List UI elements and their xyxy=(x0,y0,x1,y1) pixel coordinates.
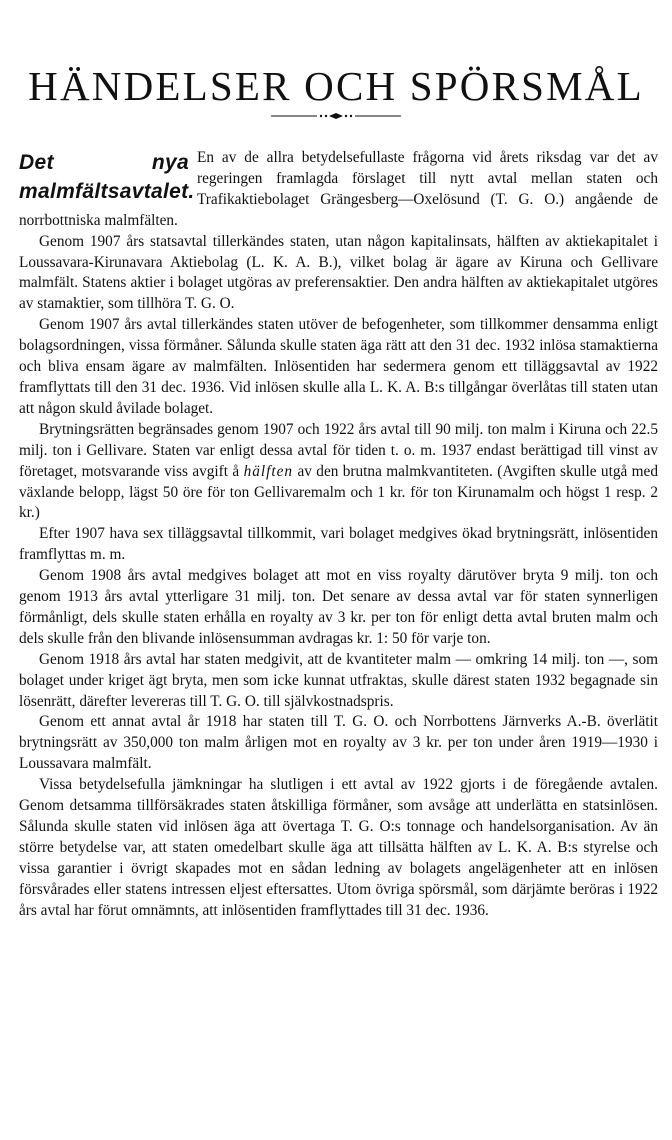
article-body xyxy=(19,148,658,922)
brytning-text-part1: Brytningsrätten begränsades genom 1907 och 1922 års avtal till 90 milj. ton malm i Kiruna och 22.5 milj. ton i Gellivare. Staten var enligt dessa avtal för tiden t. o. m. 1937 endast berättigad till vinst av företaget, motsvarande viss avgift å xyxy=(19,420,658,480)
page-title: HÄNDELSER OCH SPÖRSMÅL xyxy=(28,63,644,109)
paragraph-1922-jamkningar: Vissa betydelsefulla jämkningar ha slutligen i ett avtal av 1922 gjorts i de föregående avtalen. Genom detsamma tillförsäkrades staten åtskilliga förmåner, som avsåge att underlätta en statsinlösen. Sålunda skulle staten vid inlösen äga att övertaga T. G. O:s tonnage och handelsorganisation. Av än större betydelse var, att staten omedelbart skulle äga att tillsätta hälften av L. K. A. B:s styrelse och vissa garantier i övrigt skapades mot en sådan ledning av bolagets angelägenheter att en inlösen försvårades eller statens intressen eljest eftersattes. Utom övriga spörsmål, som därjämte beröras i 1922 års avtal har förut omnämnts, att inlösentiden framflyttades till 31 dec. 1936. xyxy=(19,776,658,919)
ornament-flourish-icon xyxy=(271,110,401,122)
paragraph-annat-avtal: Genom ett annat avtal år 1918 har staten till T. G. O. och Norrbottens Järnverks A.-B. överlätit brytningsrätt av 350,000 ton malm årligen mot en royalty av 3 kr. per ton under åren 1919—1930 i Loussavara malmfält. xyxy=(19,713,658,773)
paragraph-brytningsratt xyxy=(19,420,658,525)
paragraph-1918-avtal: Genom 1918 års avtal har staten medgivit, att de kvantiteter malm — omkring 14 milj. ton —, som bolaget under kriget ägt bryta, men som icke kunnat utfraktas, skulle därest staten 1932 begagnade sin lösenrätt, därefter levereras till T. G. O. till självkostnadspris. xyxy=(19,650,658,710)
paragraph-statsavtal: Genom 1907 års statsavtal tillerkändes staten, utan någon kapitalinsats, hälften av aktiekapitalet i Loussavara-Kirunavara Aktiebolag (L. K. A. B.), vilket bolag är ägare av Kiruna och Gellivare malmfält. Statens aktier i bolaget utgöras av preferensaktier. Den andra hälften av aktiekapitalet utgöres av stamaktier, som tillhöra T. G. O. xyxy=(19,232,658,313)
paragraph-tillaggsavtal: Efter 1907 hava sex tilläggsavtal tillkommit, vari bolaget medgives ökad brytningsrätt, inlösentiden framflyttas m. m. xyxy=(19,525,658,564)
paragraph-formaner: Genom 1907 års avtal tillerkändes staten utöver de befogenheter, som tillkommer densamma enligt bolagsordningen, vissa förmåner. Sålunda skulle staten äga rätt att den 31 dec. 1932 inlösa stamaktierna och bliva ensam ägare av malmfälten. Inlösentiden har sedermera genom ett tilläggsavtal av 1922 framflyttats till den 31 dec. 1936. Vid inlösen skulle alla L. K. A. B:s tillgångar överlåtas till staten utan att någon skuld åvilade bolaget. xyxy=(19,316,658,417)
title-ornament xyxy=(0,110,672,122)
paragraph-1908-avtal: Genom 1908 års avtal medgives bolaget att mot en viss royalty därutöver bryta 9 milj. ton och genom 1913 års avtal ytterligare 31 milj. ton. Det senare av dessa avtal var för staten synnerligen förmånligt, dels skulle staten erhålla en royalty av 3 kr. per ton för enligt detta avtal bruten malm och dels skulle från den blivande inlösensumman avdragas kr. 1: 50 för varje ton. xyxy=(19,567,658,647)
paragraph-intro: En av de allra betydelsefullaste frågorna vid årets riksdag var det av regeringen framlagda förslaget till nytt avtal mellan staten och Trafikaktiebolaget Grängesberg—Oxelösund (T. G. O.) angående de norrbottniska malmfälten. xyxy=(19,149,658,229)
brytning-text-part2: av den brutna malmkvantiteten. (Avgiften skulle utgå med växlande belopp, lägst 50 öre för ton Gellivaremalm och 1 kr. för ton Kirunamalm och högst 1 resp. 2 kr.) xyxy=(19,462,658,522)
brytning-emphasis: hälften xyxy=(243,462,294,480)
side-heading: Det nya malmfältsavtalet. xyxy=(19,151,195,203)
